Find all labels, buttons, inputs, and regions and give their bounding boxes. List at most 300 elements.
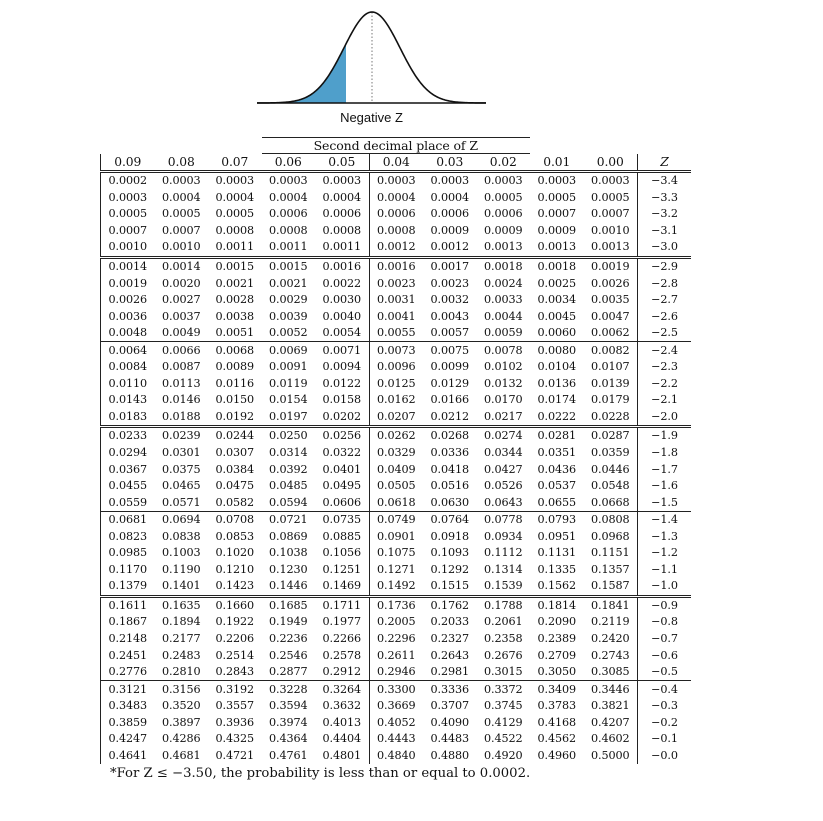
probability-cell: 0.0853 [215,529,255,543]
probability-cell: 0.0041 [376,309,416,323]
probability-cell: 0.0013 [590,240,630,254]
probability-cell: 0.4404 [315,731,369,748]
probability-cell: 0.0968 [590,529,630,543]
column-header: 0.08 [155,154,209,172]
probability-cell: 0.4960 [537,748,577,762]
probability-cell: 0.2483 [161,648,201,662]
probability-cell: 0.0125 [376,376,416,390]
probability-cell: 0.0027 [161,293,201,307]
probability-cell: 0.1357 [590,562,630,576]
probability-cell: 0.0015 [262,257,316,275]
probability-cell: 0.0233 [101,427,155,445]
probability-cell: 0.1292 [430,562,470,576]
probability-cell: 0.0119 [268,376,308,390]
probability-cell: 0.0571 [161,495,201,509]
probability-cell: 0.2451 [101,647,155,664]
table-row [101,562,692,579]
probability-cell: 0.4052 [376,715,416,729]
z-value-cell: −0.4 [638,681,692,698]
probability-cell: 0.0207 [376,409,416,423]
probability-cell: 0.0107 [590,360,630,374]
probability-cell: 0.0154 [268,393,308,407]
z-value-cell: −0.6 [638,647,692,664]
probability-cell: 0.1075 [376,546,416,560]
table-row [101,190,692,207]
probability-cell: 0.0019 [101,275,155,292]
z-value-cell: −2.6 [638,308,692,325]
probability-cell: 0.0918 [430,529,470,543]
z-value-cell: −1.0 [638,578,692,596]
table-row [101,545,692,562]
table-row [101,528,692,545]
probability-cell: 0.1230 [268,562,308,576]
probability-cell: 0.2776 [101,664,155,681]
probability-cell: 0.0006 [315,206,369,223]
probability-cell: 0.0721 [262,511,316,528]
table-row [101,578,692,596]
probability-cell: 0.0023 [376,276,416,290]
probability-cell: 0.1314 [483,562,523,576]
probability-cell: 0.0262 [369,427,423,445]
probability-cell: 0.3264 [315,681,369,698]
probability-cell: 0.0033 [483,293,523,307]
probability-cell: 0.0089 [215,360,255,374]
probability-cell: 0.0069 [262,342,316,359]
probability-cell: 0.0003 [369,172,423,190]
probability-cell: 0.0643 [483,495,523,509]
probability-cell: 0.0003 [101,190,155,207]
probability-cell: 0.1423 [215,579,255,593]
table-row [101,614,692,631]
probability-cell: 0.0028 [215,293,255,307]
probability-cell: 0.4325 [215,732,255,746]
probability-cell: 0.2981 [430,665,470,679]
probability-cell: 0.2709 [537,648,577,662]
column-header: 0.05 [315,154,369,172]
probability-cell: 0.0006 [376,207,416,221]
z-value-cell: −1.1 [638,562,692,579]
table-row [101,715,692,732]
column-header-row [101,154,692,172]
probability-cell: 0.0008 [268,223,308,237]
probability-cell: 0.1131 [537,546,577,560]
probability-cell: 0.0013 [483,240,523,254]
probability-cell: 0.1841 [584,596,638,614]
probability-cell: 0.0418 [430,462,470,476]
probability-cell: 0.0655 [537,495,577,509]
probability-cell: 0.0681 [101,511,155,528]
probability-cell: 0.0010 [101,239,155,257]
probability-cell: 0.2236 [268,632,308,646]
probability-cell: 0.4721 [215,748,255,762]
table-row [101,206,692,223]
probability-cell: 0.0003 [315,172,369,190]
probability-cell: 0.1170 [101,562,155,579]
probability-cell: 0.0132 [483,376,523,390]
normal-curve-figure [250,0,490,112]
probability-cell: 0.4247 [101,731,155,748]
probability-cell: 0.0764 [423,511,477,528]
table-row [101,223,692,240]
z-value-cell: −2.1 [638,392,692,409]
probability-cell: 0.0188 [161,409,201,423]
probability-cell: 0.1469 [315,578,369,596]
probability-cell: 0.0007 [590,207,630,221]
z-value-cell: −0.1 [638,731,692,748]
probability-cell: 0.4286 [161,732,201,746]
probability-cell: 0.0007 [537,207,577,221]
table-row [101,239,692,257]
table-row [101,342,692,359]
z-value-cell: −3.2 [638,206,692,223]
probability-cell: 0.0436 [537,462,577,476]
probability-cell: 0.2090 [537,615,577,629]
probability-cell: 0.2327 [430,632,470,646]
probability-cell: 0.3859 [101,715,155,732]
probability-cell: 0.4681 [161,748,201,762]
probability-cell: 0.0146 [161,393,201,407]
probability-cell: 0.0222 [537,409,577,423]
probability-cell: 0.0485 [268,479,308,493]
probability-cell: 0.1977 [315,614,369,631]
probability-cell: 0.0004 [215,190,255,204]
column-header: 0.02 [477,154,531,172]
probability-cell: 0.0110 [101,376,155,393]
z-value-cell: −1.7 [638,461,692,478]
probability-cell: 0.0005 [215,207,255,221]
column-header: 0.01 [530,154,584,172]
probability-cell: 0.0143 [101,392,155,409]
probability-cell: 0.0985 [101,545,155,562]
probability-cell: 0.0003 [530,172,584,190]
probability-cell: 0.3156 [155,681,209,698]
probability-cell: 0.0465 [161,479,201,493]
z-value-cell: −3.0 [638,239,692,257]
probability-cell: 0.1660 [208,596,262,614]
probability-cell: 0.1038 [268,546,308,560]
probability-cell: 0.0559 [101,494,155,511]
probability-cell: 0.1788 [477,596,531,614]
probability-cell: 0.0287 [584,427,638,445]
probability-cell: 0.3446 [584,681,638,698]
probability-cell: 0.1093 [430,546,470,560]
probability-cell: 0.2148 [101,631,155,648]
probability-cell: 0.3300 [369,681,423,698]
probability-cell: 0.1922 [215,615,255,629]
probability-cell: 0.0618 [376,495,416,509]
probability-cell: 0.0256 [315,427,369,445]
probability-cell: 0.1587 [590,579,630,593]
table-row [101,461,692,478]
probability-cell: 0.3085 [590,665,630,679]
table-row [101,325,692,342]
probability-cell: 0.1151 [590,546,630,560]
probability-cell: 0.2005 [376,615,416,629]
probability-cell: 0.0139 [590,376,630,390]
probability-cell: 0.0606 [315,494,369,511]
probability-cell: 0.0150 [215,393,255,407]
table-row [101,445,692,462]
probability-cell: 0.0005 [537,190,577,204]
probability-cell: 0.0934 [483,529,523,543]
probability-cell: 0.0006 [268,207,308,221]
probability-cell: 0.3594 [268,699,308,713]
probability-cell: 0.0166 [430,393,470,407]
probability-cell: 0.0708 [208,511,262,528]
probability-cell: 0.3015 [483,665,523,679]
z-value-cell: −0.7 [638,631,692,648]
probability-cell: 0.1210 [215,562,255,576]
probability-cell: 0.1271 [376,562,416,576]
probability-cell: 0.0384 [215,462,255,476]
probability-cell: 0.0066 [155,342,209,359]
table-row [101,427,692,445]
z-table [100,137,691,764]
probability-cell: 0.2389 [537,632,577,646]
probability-cell: 0.1611 [101,596,155,614]
probability-cell: 0.0048 [101,325,155,342]
probability-cell: 0.2266 [315,631,369,648]
probability-cell: 0.0793 [530,511,584,528]
table-row [101,731,692,748]
probability-cell: 0.1020 [215,546,255,560]
probability-cell: 0.1190 [161,562,201,576]
column-header: 0.06 [262,154,316,172]
probability-cell: 0.0217 [483,409,523,423]
probability-cell: 0.2843 [215,665,255,679]
z-value-cell: −1.4 [638,511,692,528]
z-value-cell: −2.9 [638,257,692,275]
table-row [101,409,692,427]
probability-cell: 0.0014 [155,257,209,275]
probability-cell: 0.3483 [101,698,155,715]
probability-cell: 0.1562 [537,579,577,593]
footnote: *For Z ≤ −3.50, the probability is less than or equal to 0.0002. [110,766,531,781]
probability-cell: 0.1112 [483,546,523,560]
probability-cell: 0.0087 [161,360,201,374]
probability-cell: 0.0003 [584,172,638,190]
probability-cell: 0.4090 [430,715,470,729]
probability-cell: 0.3228 [262,681,316,698]
probability-cell: 0.0274 [477,427,531,445]
probability-cell: 0.1635 [155,596,209,614]
probability-cell: 0.0040 [315,308,369,325]
probability-cell: 0.0014 [101,257,155,275]
table-title: Second decimal place of Z [262,138,531,154]
probability-cell: 0.0026 [590,276,630,290]
z-value-cell: −1.9 [638,427,692,445]
probability-cell: 0.0104 [537,360,577,374]
probability-cell: 0.0351 [537,446,577,460]
probability-cell: 0.0003 [477,172,531,190]
probability-cell: 0.4801 [315,748,369,765]
probability-cell: 0.0516 [430,479,470,493]
z-value-cell: −2.5 [638,325,692,342]
z-value-cell: −2.7 [638,292,692,309]
probability-cell: 0.3557 [215,699,255,713]
z-value-cell: −2.0 [638,409,692,427]
probability-cell: 0.0307 [215,446,255,460]
probability-cell: 0.0051 [215,326,255,340]
probability-cell: 0.1539 [483,579,523,593]
probability-cell: 0.3783 [537,699,577,713]
probability-cell: 0.0032 [430,293,470,307]
probability-cell: 0.0250 [262,427,316,445]
probability-cell: 0.0011 [215,240,255,254]
probability-cell: 0.0054 [315,325,369,342]
probability-cell: 0.2119 [590,615,630,629]
column-header: 0.00 [584,154,638,172]
table-row [101,308,692,325]
probability-cell: 0.2743 [590,648,630,662]
probability-cell: 0.0951 [537,529,577,543]
probability-cell: 0.0668 [590,495,630,509]
column-header: 0.04 [369,154,423,172]
probability-cell: 0.0016 [315,257,369,275]
probability-cell: 0.0025 [537,276,577,290]
probability-cell: 0.0008 [376,223,416,237]
probability-cell: 0.0005 [483,190,523,204]
probability-cell: 0.0008 [215,223,255,237]
probability-cell: 0.0013 [537,240,577,254]
probability-cell: 0.3974 [268,715,308,729]
probability-cell: 0.4168 [537,715,577,729]
probability-cell: 0.0228 [590,409,630,423]
probability-cell: 0.0035 [590,293,630,307]
probability-cell: 0.1894 [161,615,201,629]
probability-cell: 0.0009 [537,223,577,237]
table-row [101,748,692,765]
probability-cell: 0.0401 [315,461,369,478]
probability-cell: 0.4013 [315,715,369,732]
probability-cell: 0.0158 [315,392,369,409]
probability-cell: 0.3372 [477,681,531,698]
probability-cell: 0.1003 [161,546,201,560]
probability-cell: 0.5000 [590,748,630,762]
table-row [101,257,692,275]
shaded-left-tail [257,44,346,103]
probability-cell: 0.0301 [161,446,201,460]
probability-cell: 0.0694 [155,511,209,528]
probability-cell: 0.0344 [483,446,523,460]
probability-cell: 0.0294 [101,445,155,462]
probability-cell: 0.0537 [537,479,577,493]
probability-cell: 0.0059 [483,326,523,340]
probability-cell: 0.0170 [483,393,523,407]
z-value-cell: −1.3 [638,528,692,545]
probability-cell: 0.0885 [315,528,369,545]
probability-cell: 0.0049 [161,326,201,340]
probability-cell: 0.2061 [483,615,523,629]
probability-cell: 0.0455 [101,478,155,495]
probability-cell: 0.3121 [101,681,155,698]
probability-cell: 0.0007 [161,223,201,237]
table-row [101,292,692,309]
z-value-cell: −2.2 [638,376,692,393]
column-header: 0.09 [101,154,155,172]
probability-cell: 0.3336 [423,681,477,698]
table-row [101,681,692,698]
probability-cell: 0.0020 [161,276,201,290]
probability-cell: 0.0078 [477,342,531,359]
probability-cell: 0.0034 [537,293,577,307]
z-column-header: Z [638,154,692,172]
probability-cell: 0.0019 [584,257,638,275]
probability-cell: 0.0023 [430,276,470,290]
probability-cell: 0.0029 [268,293,308,307]
probability-cell: 0.1762 [423,596,477,614]
probability-cell: 0.0005 [101,206,155,223]
probability-cell: 0.0314 [268,446,308,460]
probability-cell: 0.3669 [376,699,416,713]
probability-cell: 0.0082 [584,342,638,359]
probability-cell: 0.0080 [530,342,584,359]
probability-cell: 0.0183 [101,409,155,427]
probability-cell: 0.4761 [268,748,308,762]
probability-cell: 0.3707 [430,699,470,713]
probability-cell: 0.0038 [215,309,255,323]
probability-cell: 0.0021 [268,276,308,290]
probability-cell: 0.2033 [430,615,470,629]
probability-cell: 0.0009 [483,223,523,237]
probability-cell: 0.2912 [315,664,369,681]
probability-cell: 0.0037 [161,309,201,323]
probability-cell: 0.0129 [430,376,470,390]
probability-cell: 0.0096 [376,360,416,374]
column-header: 0.03 [423,154,477,172]
probability-cell: 0.0162 [376,393,416,407]
probability-cell: 0.2358 [483,632,523,646]
probability-cell: 0.2578 [315,647,369,664]
probability-cell: 0.0022 [315,275,369,292]
probability-cell: 0.0004 [376,190,416,204]
probability-cell: 0.0239 [155,427,209,445]
probability-cell: 0.4602 [590,732,630,746]
probability-cell: 0.0392 [268,462,308,476]
probability-cell: 0.2296 [376,632,416,646]
probability-cell: 0.0495 [315,478,369,495]
probability-cell: 0.0010 [161,240,201,254]
probability-cell: 0.0526 [483,479,523,493]
probability-cell: 0.0475 [215,479,255,493]
probability-cell: 0.3897 [161,715,201,729]
probability-cell: 0.0018 [530,257,584,275]
probability-cell: 0.0071 [315,342,369,359]
probability-cell: 0.4483 [430,732,470,746]
probability-cell: 0.0004 [430,190,470,204]
probability-cell: 0.0008 [315,223,369,240]
z-value-cell: −0.5 [638,664,692,681]
probability-cell: 0.0011 [315,239,369,257]
table-row [101,359,692,376]
probability-cell: 0.0005 [590,190,630,204]
probability-cell: 0.1379 [101,578,155,596]
probability-cell: 0.1867 [101,614,155,631]
probability-cell: 0.0823 [101,528,155,545]
probability-cell: 0.2643 [430,648,470,662]
probability-cell: 0.0367 [101,461,155,478]
probability-cell: 0.0045 [537,309,577,323]
probability-cell: 0.2946 [376,665,416,679]
table-row [101,647,692,664]
probability-cell: 0.1711 [315,596,369,614]
probability-cell: 0.0735 [315,511,369,528]
probability-cell: 0.0179 [590,393,630,407]
probability-cell: 0.0010 [590,223,630,237]
probability-cell: 0.0268 [423,427,477,445]
probability-cell: 0.2810 [161,665,201,679]
table-row [101,392,692,409]
